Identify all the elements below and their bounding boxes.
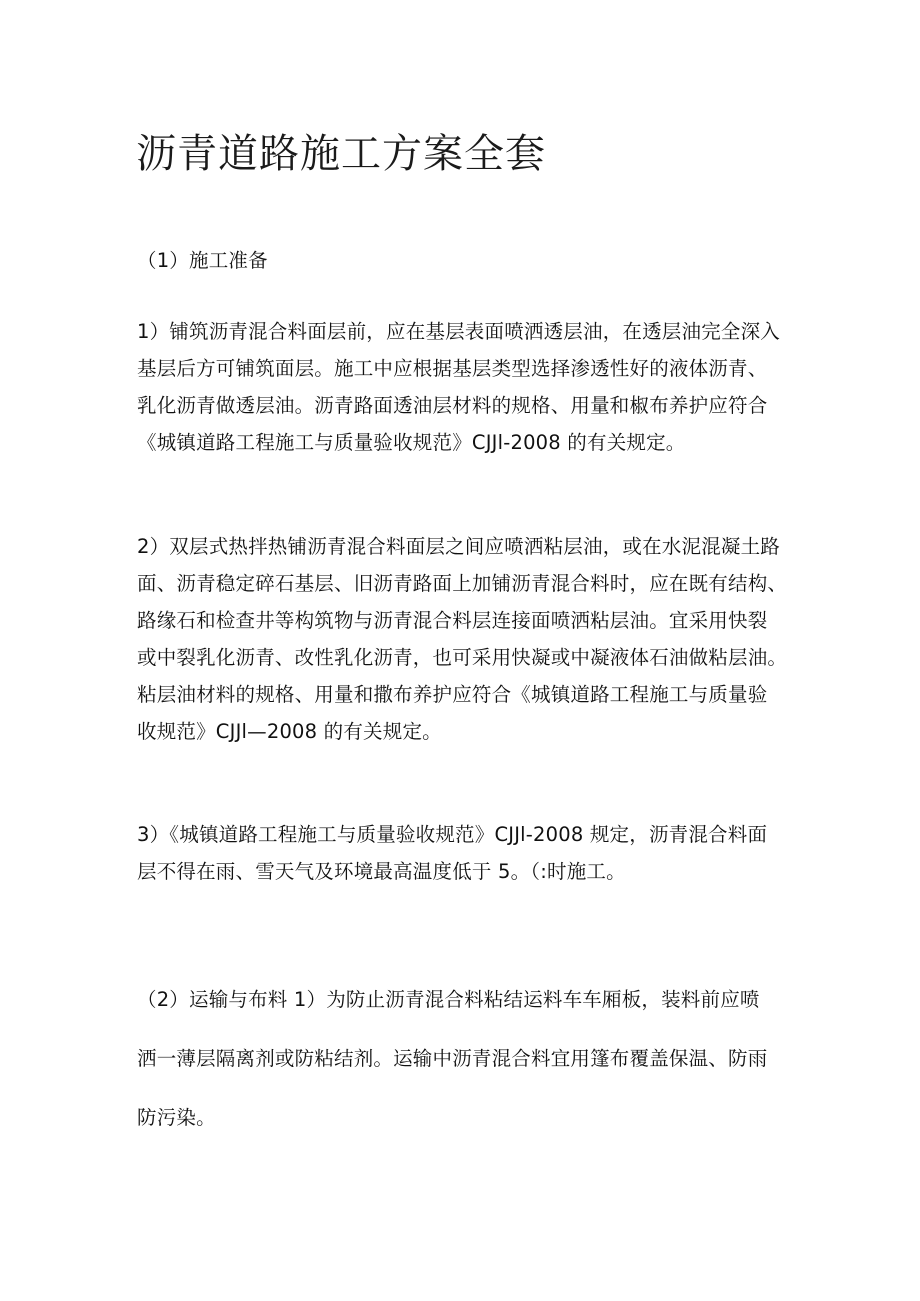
paragraph-line: 防污染。 bbox=[137, 1106, 216, 1129]
paragraph-line: 粘层油材料的规格、用量和撒布养护应符合《城镇道路工程施工与质量验 bbox=[137, 683, 768, 706]
paragraph-line: 层不得在雨、雪天气及环境最高温度低于 5。（:时施工。 bbox=[137, 860, 626, 883]
paragraph-prime-coat bbox=[137, 313, 797, 461]
paragraph-line: 洒一薄层隔离剂或防粘结剂。运输中沥青混合料宜用篷布覆盖保温、防雨 bbox=[137, 1047, 768, 1070]
paragraph-line: 面、沥青稳定碎石基层、旧沥青路面上加铺沥青混合料时，应在既有结构、 bbox=[137, 572, 788, 595]
paragraph-line: 3）《城镇道路工程施工与质量验收规范》CJJl-2008 规定，沥青混合料面 bbox=[137, 823, 768, 846]
paragraph-weather-restriction bbox=[137, 816, 797, 890]
paragraph-line: 或中裂乳化沥青、改性乳化沥青，也可采用快凝或中凝液体石油做粘层油。 bbox=[137, 646, 788, 669]
paragraph-line: 路缘石和检查井等构筑物与沥青混合料层连接面喷洒粘层油。宜采用快裂 bbox=[137, 609, 768, 632]
section-heading-text: （1）施工准备 bbox=[137, 249, 268, 272]
paragraph-line: （2）运输与布料 1）为防止沥青混合料粘结运料车车厢板，装料前应喷 bbox=[137, 988, 760, 1011]
paragraph-line: 收规范》CJJl—2008 的有关规定。 bbox=[137, 720, 442, 743]
paragraph-line: 乳化沥青做透层油。沥青路面透油层材料的规格、用量和椒布养护应符合 bbox=[137, 394, 768, 417]
paragraph-line: 1）铺筑沥青混合料面层前，应在基层表面喷洒透层油，在透层油完全深入 bbox=[137, 320, 781, 343]
paragraph-line: 基层后方可铺筑面层。施工中应根据基层类型选择渗透性好的液体沥青、 bbox=[137, 357, 768, 380]
paragraph-line: 《城镇道路工程施工与质量验收规范》CJJl-2008 的有关规定。 bbox=[137, 431, 686, 454]
document-title: 沥青道路施工方案全套 bbox=[136, 131, 546, 177]
paragraph-line: 2）双层式热拌热铺沥青混合料面层之间应喷洒粘层油，或在水泥混凝土路 bbox=[137, 535, 781, 558]
paragraph-tack-coat bbox=[137, 528, 797, 750]
paragraph-transport-and-spreading bbox=[137, 970, 797, 1147]
section-heading-construction-preparation bbox=[137, 242, 797, 279]
